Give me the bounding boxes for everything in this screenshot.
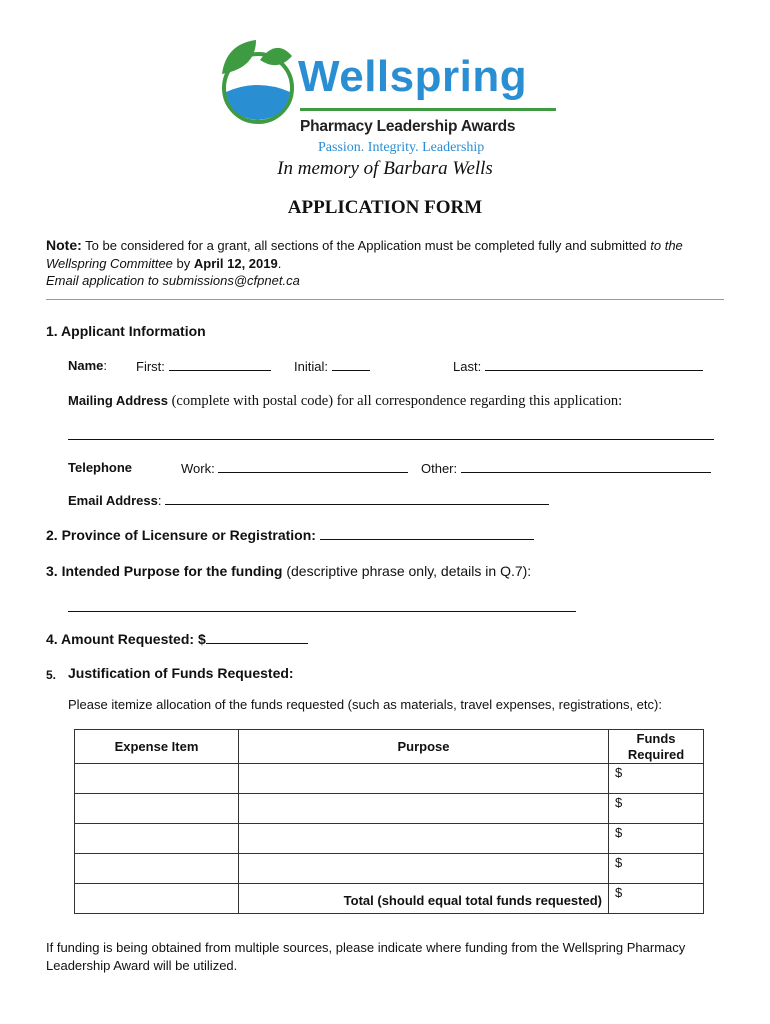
section-2-heading: 2. Province of Licensure or Registration: <box>46 527 316 543</box>
purpose-cell[interactable] <box>239 854 609 884</box>
amount-line[interactable] <box>206 631 308 644</box>
section-5-heading: Justification of Funds Requested: <box>68 665 294 681</box>
footer-note: If funding is being obtained from multiple sources, please indicate where funding from the Wellspring Pharmacy Leadership Award will be utilized. <box>46 940 686 973</box>
initial-field[interactable] <box>294 358 370 374</box>
table-row <box>75 794 704 824</box>
note-deadline: April 12, 2019 <box>193 255 278 271</box>
table-row <box>75 824 704 854</box>
email-field[interactable] <box>68 492 549 508</box>
expense-item-header: Expense Item <box>75 730 239 764</box>
brand-name: Wellspring <box>298 52 528 101</box>
province-line[interactable] <box>320 527 534 540</box>
purpose-cell[interactable] <box>239 824 609 854</box>
work-phone-field[interactable] <box>181 460 408 476</box>
initial-label: Initial: <box>294 359 328 374</box>
telephone-label: Telephone <box>68 460 133 475</box>
note-by: by <box>172 255 194 271</box>
brand-tagline: Passion. Integrity. Leadership <box>318 140 485 155</box>
first-name-field[interactable] <box>136 358 271 374</box>
currency-sign: $ <box>197 631 206 647</box>
first-name-line[interactable] <box>169 358 271 371</box>
funds-cell[interactable]: $ <box>609 824 704 854</box>
last-name-line[interactable] <box>485 358 703 371</box>
name-colon: : <box>103 358 108 373</box>
section-3-desc: (descriptive phrase only, details in Q.7): <box>282 563 532 579</box>
section-3-heading: 3. Intended Purpose for the funding <box>46 563 283 579</box>
wellspring-logo-icon <box>212 34 304 126</box>
email-colon: : <box>157 493 162 508</box>
purpose-header: Purpose <box>239 730 609 764</box>
mailing-address-label: Mailing Address <box>68 393 168 408</box>
section-4-heading: 4. Amount Requested: <box>46 631 195 647</box>
mailing-address-row <box>68 392 728 410</box>
brand-divider <box>300 108 556 111</box>
table-row <box>75 854 704 884</box>
funds-cell[interactable]: $ <box>609 794 704 824</box>
mailing-address-desc: (complete with postal code) for all correspondence regarding this application: <box>167 393 623 409</box>
expense-item-cell[interactable] <box>75 854 239 884</box>
section-divider <box>46 299 724 300</box>
funds-required-header: Funds Required <box>609 730 704 764</box>
wellspring-logo <box>212 34 562 164</box>
section-5-instructions: Please itemize allocation of the funds requested (such as materials, travel expenses, registrations, etc): <box>68 697 662 712</box>
note-period: . <box>277 255 282 271</box>
work-phone-line[interactable] <box>218 460 408 473</box>
section-1-heading: 1. Applicant Information <box>46 323 206 339</box>
first-name-label: First: <box>136 359 165 374</box>
mailing-address-line[interactable] <box>68 439 714 440</box>
funds-cell[interactable]: $ <box>609 764 704 794</box>
note-recipient: to the Wellspring Committee <box>46 238 683 271</box>
work-phone-label: Work: <box>181 461 215 476</box>
total-blank-cell <box>75 884 239 914</box>
section-3-heading-row <box>46 563 531 579</box>
other-phone-line[interactable] <box>461 460 711 473</box>
note-text: To be considered for a grant, all sections of the Application must be completed fully and submitted <box>81 238 651 253</box>
note-email-line[interactable]: Email application to submissions@cfpnet.ca <box>46 273 300 288</box>
table-total-row <box>75 884 704 914</box>
expense-item-cell[interactable] <box>75 824 239 854</box>
expense-item-cell[interactable] <box>75 764 239 794</box>
total-label-cell: Total (should equal total funds requested) <box>239 884 609 914</box>
section-2-field[interactable] <box>46 527 534 543</box>
form-title: APPLICATION FORM <box>287 197 483 218</box>
last-name-field[interactable] <box>453 358 703 374</box>
expense-item-cell[interactable] <box>75 794 239 824</box>
section-4-field[interactable] <box>46 631 308 647</box>
table-header-row <box>75 730 704 764</box>
other-phone-label: Other: <box>421 461 458 476</box>
expense-table <box>74 729 704 914</box>
purpose-line[interactable] <box>68 611 576 612</box>
last-name-label: Last: <box>453 359 482 374</box>
brand-subtitle: Pharmacy Leadership Awards <box>300 118 516 135</box>
other-phone-field[interactable] <box>421 460 711 476</box>
note-paragraph <box>46 237 730 290</box>
section-5-number: 5. <box>46 668 57 682</box>
email-label: Email Address <box>68 493 158 508</box>
note-label: Note: <box>46 237 82 253</box>
purpose-cell[interactable] <box>239 794 609 824</box>
memorial-line: In memory of Barbara Wells <box>277 158 493 179</box>
funds-cell[interactable]: $ <box>609 854 704 884</box>
name-label: Name <box>68 358 104 373</box>
table-row <box>75 764 704 794</box>
total-funds-cell[interactable]: $ <box>609 884 704 914</box>
initial-line[interactable] <box>332 358 370 371</box>
purpose-cell[interactable] <box>239 764 609 794</box>
email-line[interactable] <box>165 492 549 505</box>
